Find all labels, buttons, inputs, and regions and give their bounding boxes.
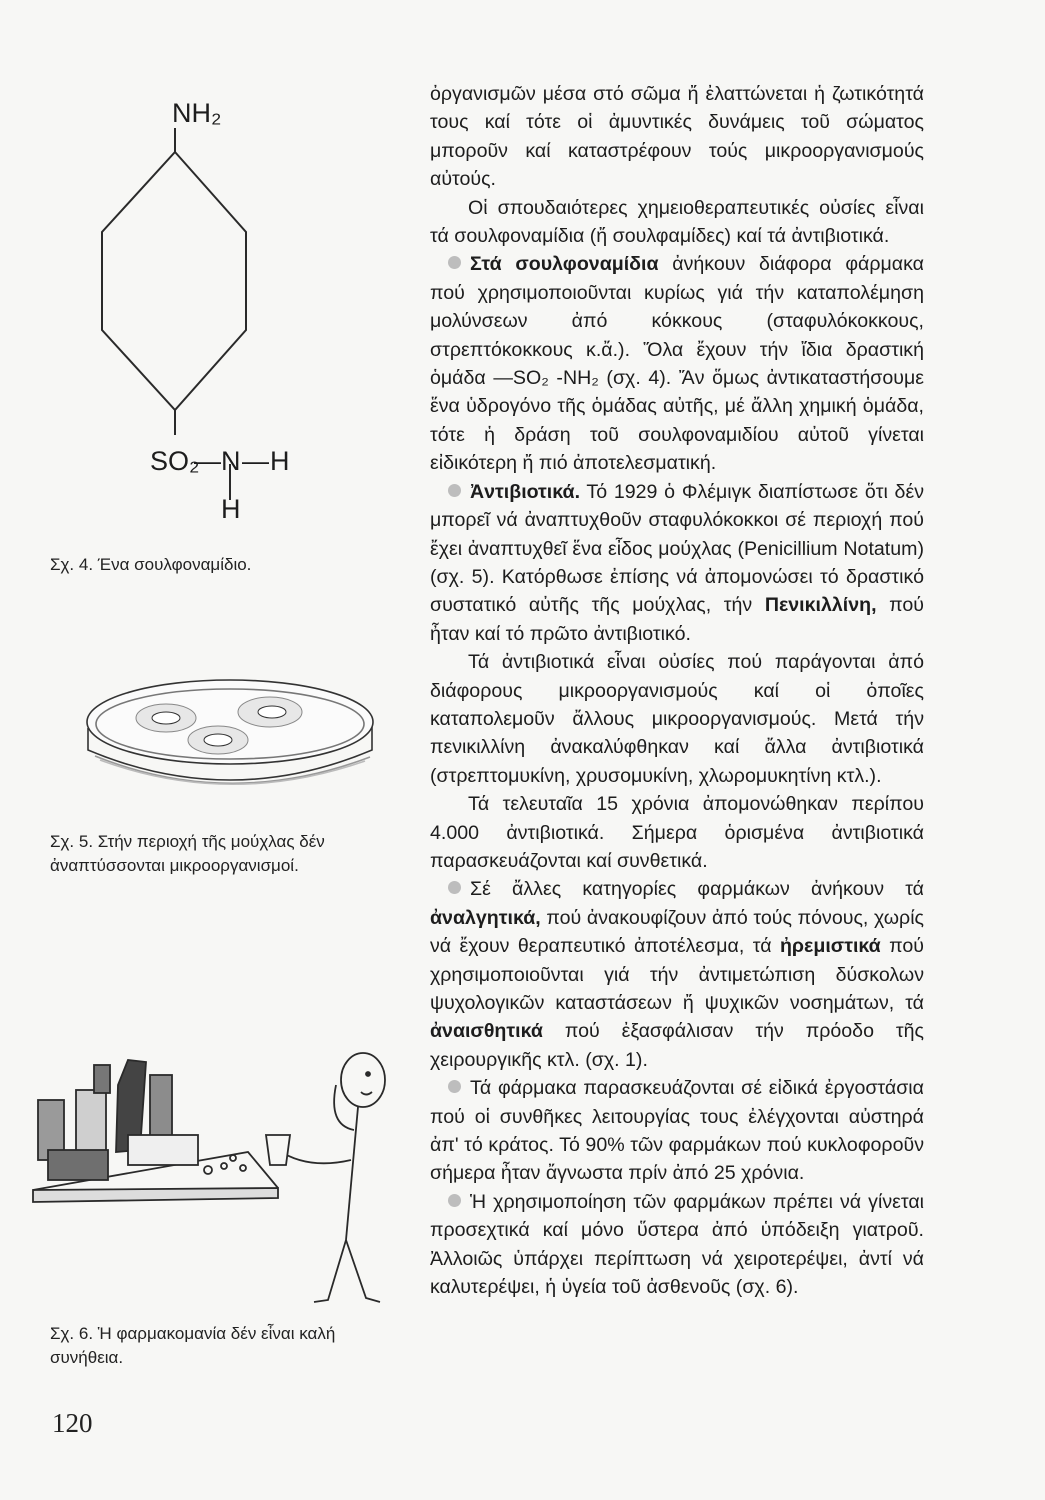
figure-4-caption: Σχ. 4. Ένα σουλφοναμίδιο.: [50, 555, 252, 574]
benzene-ring: [102, 128, 246, 500]
formula-h-right: H: [270, 446, 290, 476]
antibiotics-text-b: πού ἦταν καί τό πρῶτο ἀντιβιοτικό.: [430, 594, 924, 645]
paragraph-2: Οἱ σπουδαιότερες χημειοθεραπευτικές οὐσίες εἶναι τά σουλφοναμίδια (ἤ σουλφαμίδες) καί τά ἀντιβιοτικά.: [430, 196, 924, 248]
bullet-icon: [448, 256, 461, 269]
bullet-icon: [448, 484, 461, 497]
paragraph-1: ὀργανισμῶν μέσα στό σῶμα ἤ ἐλαττώνεται ἡ ζωτικότητά τους καί τότε οἱ ἀμυντικές δυνάμεις τοῦ σώματος μποροῦν καί καταστρέφουν τούς μικροοργανισμούς αὐτούς.: [430, 83, 924, 191]
paragraph-sulfonamides: [430, 250, 924, 477]
sulfonamide-structure-figure: [80, 80, 320, 540]
usage-text: Ἡ χρησιμοποίηση τῶν φαρμάκων πρέπει νά γίνεται προσεχτικά καί μόνο ὕστερα ἀπό ὑπόδειξη γιατροῦ. Ἀλλοιῶς ὑπάρχει περίπτωση νά χειροτερέψει, ἀντί νά καλυτερέψει, ἡ ὑγεία τοῦ ἀσθενοῦς (σχ. 6).: [430, 1190, 924, 1299]
formula-dash-1: —: [194, 446, 221, 476]
tranquilizers-term: ἠρεμιστικά: [779, 935, 881, 958]
pharmacomania-cartoon: [28, 1040, 418, 1320]
figure-5-caption: Σχ. 5. Στήν περιοχή τῆς μούχλας δέν ἀναπτύσσονται μικροοργανισμοί.: [50, 832, 325, 875]
sulfonamides-text: ἀνήκουν διάφορα φάρμακα πού χρησιμοποιοῦνται κυρίως γιά τήν καταπολέμηση μολύνσεων ἀπό κόκκους (σταφυλόκοκκους, στρεπτόκοκκους κ.ἄ.). Ὅλα ἔχουν τήν ἴδια δραστική ὁμάδα —SO₂ -NH₂ (σχ. 4). Ἄν ὅμως ἀντικαταστήσουμε ἕνα ὑδρογόνο τῆς ὁμάδας αὐτῆς, μέ ἄλλη χημική ὁμάδα, τότε ἡ δράση τοῦ σουλφοναμιδίου αὐτοῦ γίνεται εἰδικότερη ἤ πιό ἀποτελεσματική.: [430, 253, 924, 475]
paragraph-6: Τά τελευταῖα 15 χρόνια ἀπομονώθηκαν περίπου 4.000 ἀντιβιοτικά. Σήμερα ὁρισμένα ἀντιβιοτικά παρασκευάζονται καί συνθετικά.: [430, 793, 924, 872]
antibiotics-text-a: Τό 1929 ὁ Φλέμιγκ διαπίστωσε ὅτι δέν μπορεῖ νά ἀναπτυχθοῦν σταφυλόκοκκοι σέ περιοχή πού ἔχει ἀναπτυχθεῖ ἕνα εἶδος μούχλας (Penicillium Notatum) (σχ. 5). Κατόρθωσε ἐπίσης νά ἀπομονώσει τό δραστικό συστατικό αὐτῆς τῆς μούχλας, τήν: [430, 480, 924, 617]
formula-n: N: [221, 446, 241, 476]
bullet-icon: [448, 881, 461, 894]
petri-dish-illustration: [70, 660, 390, 810]
paragraph-usage: [430, 1188, 924, 1302]
formula-h-bottom: H: [221, 494, 241, 524]
body-text-column: [430, 80, 924, 1301]
page-number: 120: [52, 1408, 93, 1438]
sulfonamides-heading: Στά σουλφοναμίδια: [470, 253, 659, 276]
antibiotics-heading: Ἀντιβιοτικά.: [470, 480, 581, 503]
penicillin-term: Πενικιλλίνη,: [764, 594, 877, 617]
other-drugs-text-b: πού ἀνακουφίζουν ἀπό τούς πόνους, χωρίς νά ἔχουν θεραπευτικό ἀποτέλεσμα, τά: [430, 906, 924, 958]
bullet-icon: [448, 1080, 461, 1093]
manufacture-text: Τά φάρμακα παρασκευάζονται σέ εἰδικά ἐργοστάσια πού οἱ συνθῆκες λειτουργίας τους ἐλέγχονται αὐστηρά ἀπ' τό κράτος. Τό 90% τῶν φαρμάκων πού κυκλοφοροῦν σήμερα ἦταν ἄγνωστα πρίν ἀπό 25 χρόνια.: [430, 1077, 924, 1185]
paragraph-other-drugs: [430, 875, 924, 1074]
other-drugs-text-c: πού χρησιμοποιοῦνται γιά τήν ἀντιμετώπιση δύσκολων ψυχολογικῶν καταστάσεων ἤ ψυχικῶν νοσημάτων, τά: [430, 935, 924, 1014]
analgesics-term: ἀναλγητικά,: [430, 906, 541, 929]
paragraph-manufacture: [430, 1074, 924, 1188]
formula-dash-2: —: [242, 446, 269, 476]
other-drugs-text-d: πού ἐξασφάλισαν τήν πρόοδο τῆς χειρουργικῆς κτλ. (σχ. 1).: [430, 1020, 924, 1071]
other-drugs-text-a: Σέ ἄλλες κατηγορίες φαρμάκων ἀνήκουν τά: [470, 878, 924, 901]
bullet-icon: [448, 1194, 461, 1207]
formula-nh2: NH₂: [172, 98, 222, 128]
paragraph-5: Τά ἀντιβιοτικά εἶναι οὐσίες πού παράγονται ἀπό διάφορους μικροοργανισμούς καί οἱ ὁποῖες καταπολεμοῦν ἄλλους μικροοργανισμούς. Μετά τήν πενικιλλίνη ἀνακαλύφθηκαν καί ἄλλα ἀντιβιοτικά (στρεπτομυκίνη, χρυσομυκίνη, χλωρομυκητίνη κτλ.).: [430, 651, 924, 787]
paragraph-antibiotics: [430, 478, 924, 648]
anesthetics-term: ἀναισθητικά: [430, 1020, 543, 1043]
figure-6-caption: Σχ. 6. Ἡ φαρμακομανία δέν εἶναι καλή συνήθεια.: [50, 1324, 336, 1367]
formula-so2: SO₂: [150, 446, 200, 476]
